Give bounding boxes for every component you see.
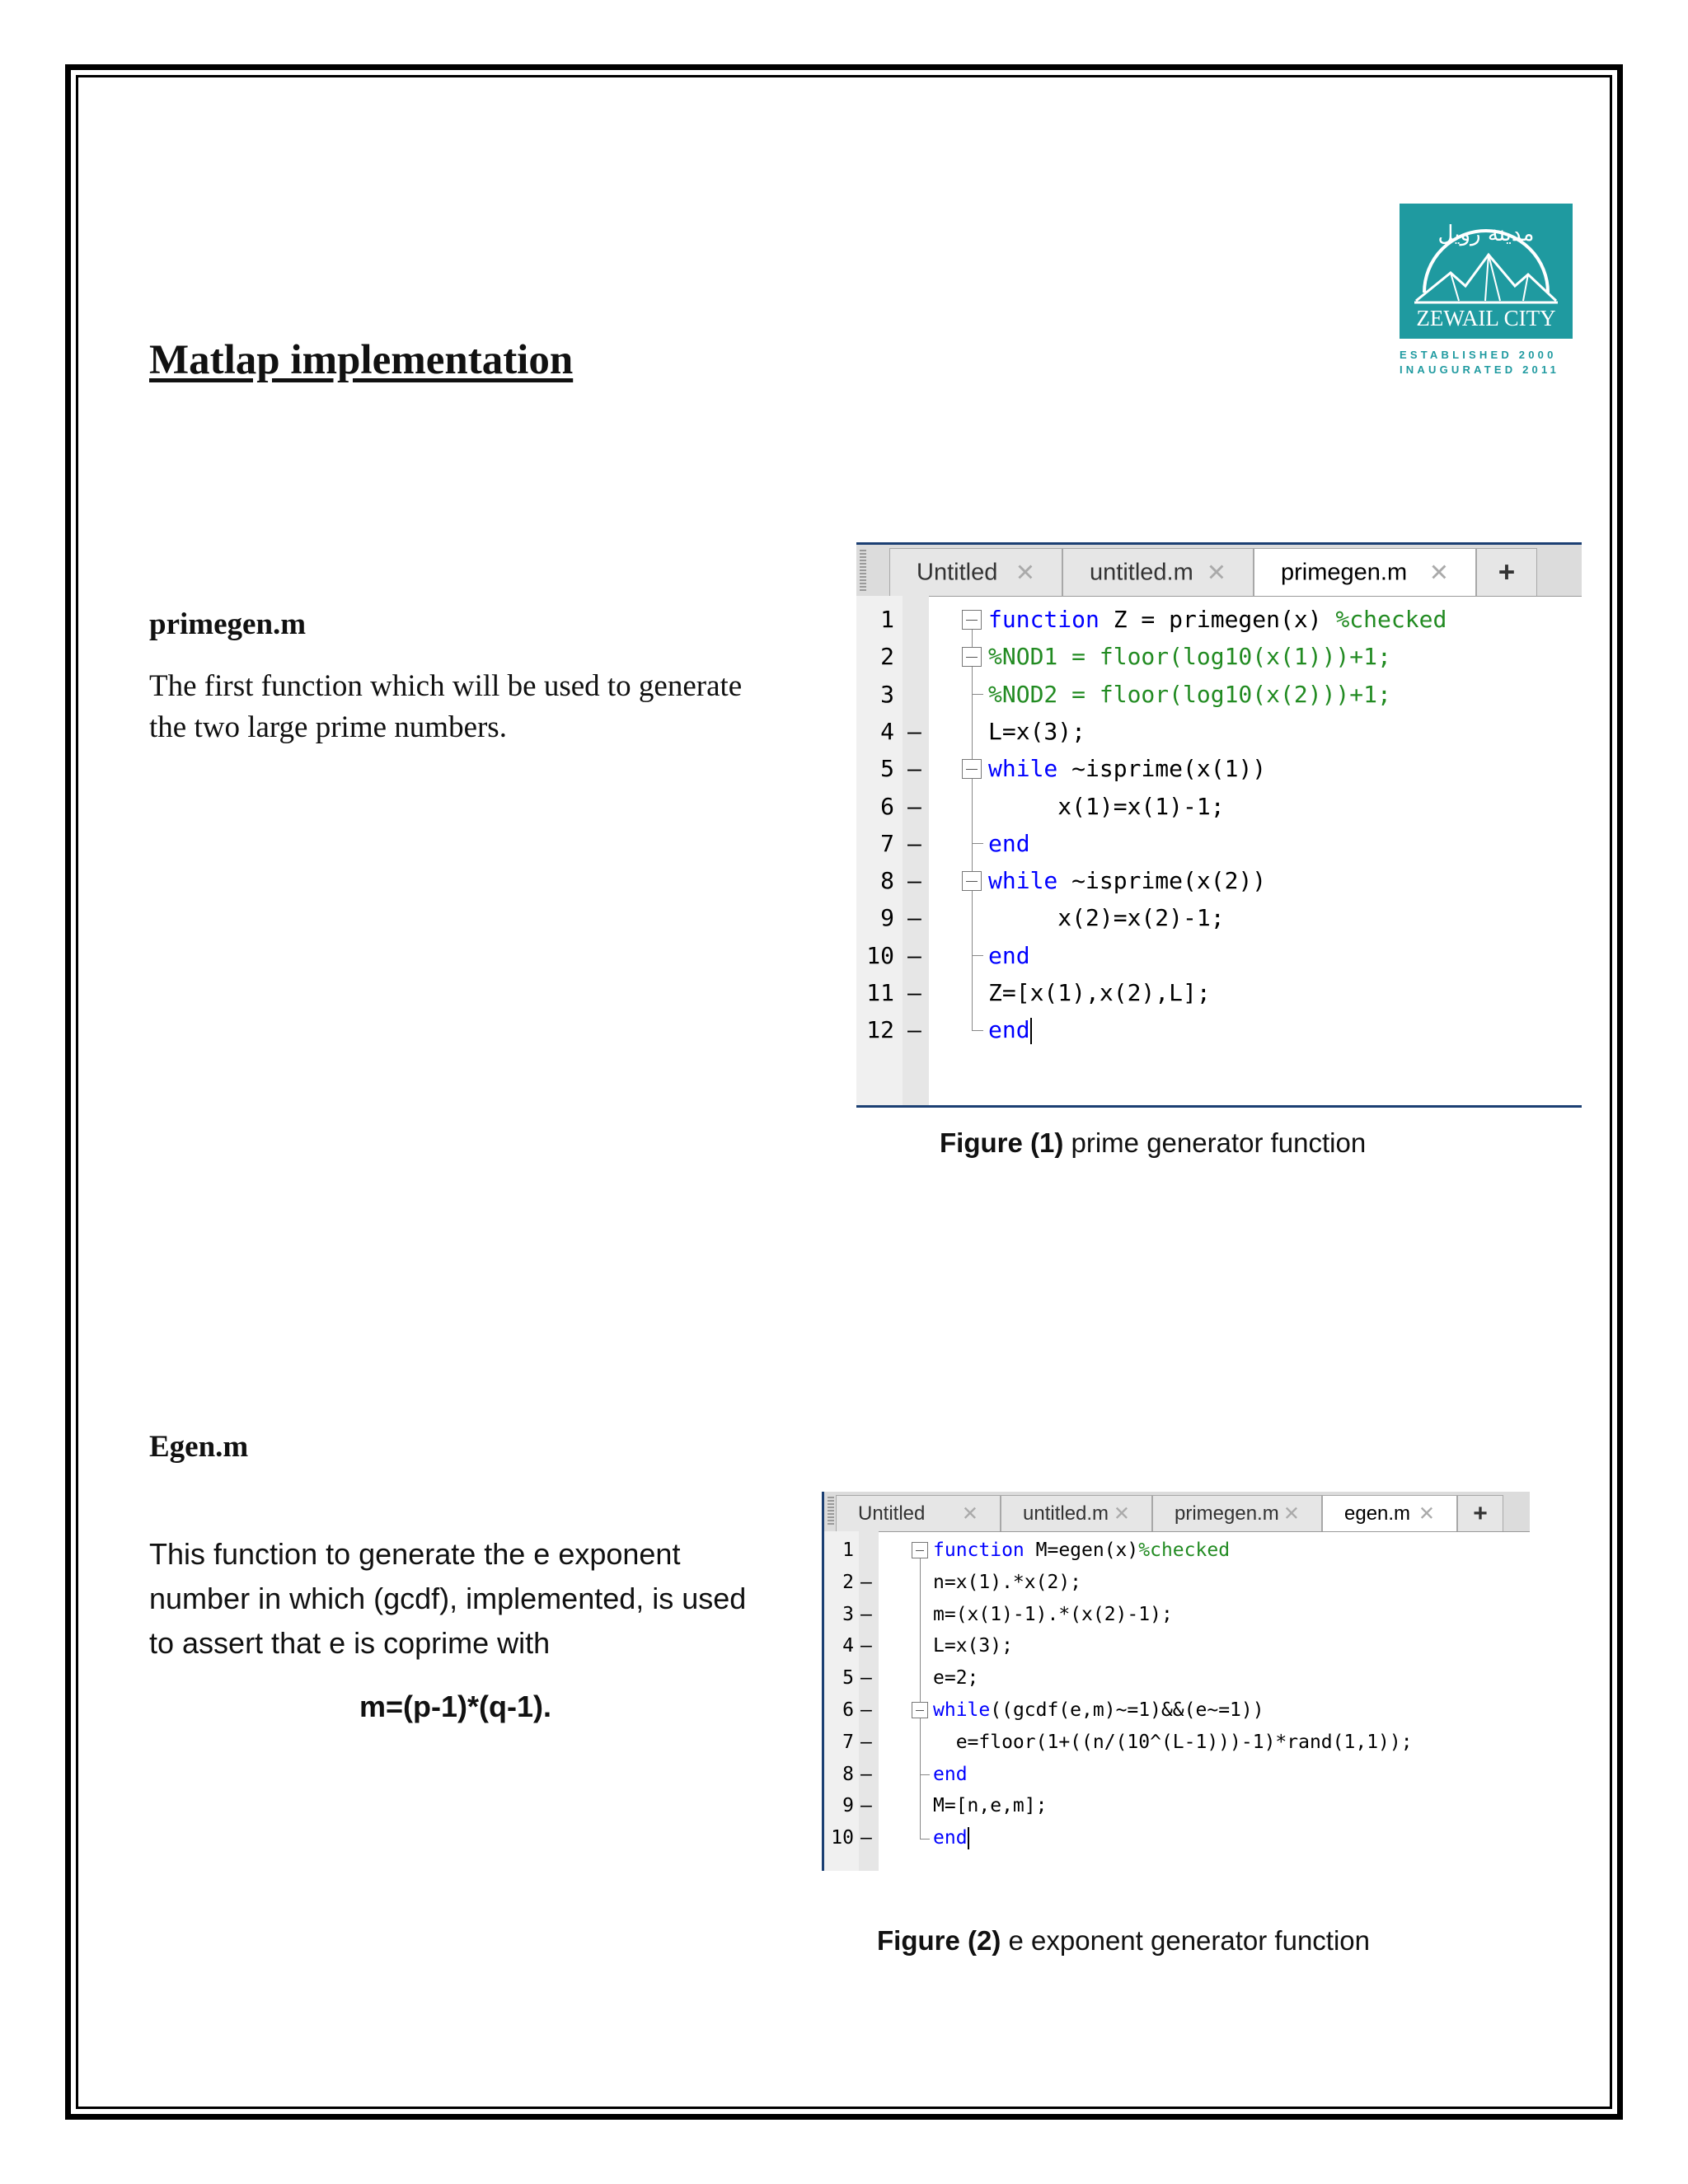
executable-marker: – xyxy=(907,755,921,783)
code-text xyxy=(933,1630,1013,1662)
code-line[interactable] xyxy=(824,1694,1530,1727)
fold-guide-tick xyxy=(920,1774,930,1775)
egen-description-line3: to assert that e is coprime with xyxy=(149,1626,551,1660)
figure2-text: e exponent generator function xyxy=(1001,1925,1371,1956)
egen-description-line2: number in which (gcdf), implemented, is used xyxy=(149,1582,747,1615)
fold-guide-tick xyxy=(972,694,983,695)
executable-marker: – xyxy=(860,1635,872,1657)
code-comment: %NOD2 = floor(log10(x(2)))+1; xyxy=(988,680,1391,708)
close-tab-icon[interactable]: ✕ xyxy=(1428,560,1449,586)
executable-marker: – xyxy=(860,1571,872,1593)
close-tab-icon[interactable]: ✕ xyxy=(1113,1502,1130,1525)
executable-marker: – xyxy=(860,1795,872,1817)
code-text xyxy=(988,937,1030,974)
line-number: 6 xyxy=(842,1699,854,1721)
editor-tab[interactable] xyxy=(1062,548,1254,596)
executable-marker: – xyxy=(907,979,921,1006)
line-number: 8 xyxy=(880,867,894,895)
code-fold-toggle[interactable] xyxy=(912,1702,928,1718)
logo-established xyxy=(1400,348,1581,377)
code-line[interactable] xyxy=(856,937,1582,974)
fold-guide xyxy=(972,779,973,844)
code-statement: m=(x(1)-1).*(x(2)-1); xyxy=(933,1603,1173,1625)
code-comment: %NOD1 = floor(log10(x(1)))+1; xyxy=(988,643,1391,671)
line-number: 10 xyxy=(831,1827,854,1849)
line-number: 11 xyxy=(866,979,894,1006)
figure1-text: prime generator function xyxy=(1063,1127,1367,1158)
logo-inaugurated-line: INAUGURATED 2011 xyxy=(1400,363,1560,376)
matlab-editor-egen[interactable] xyxy=(822,1492,1530,1871)
code-comment: %checked xyxy=(1138,1540,1231,1561)
code-keyword: end xyxy=(988,1016,1030,1044)
fold-guide-tick xyxy=(920,1839,930,1840)
executable-marker: – xyxy=(907,941,921,969)
editor-tab[interactable] xyxy=(889,548,1062,596)
editor-tab[interactable] xyxy=(836,1495,1001,1531)
code-line[interactable] xyxy=(856,676,1582,713)
executable-marker: – xyxy=(907,1016,921,1044)
code-statement: n=x(1).*x(2); xyxy=(933,1571,1082,1593)
executable-marker: – xyxy=(907,904,921,932)
egen-description xyxy=(149,1532,746,1666)
code-line[interactable] xyxy=(824,1790,1530,1822)
code-text xyxy=(988,899,1225,936)
executable-marker: – xyxy=(907,829,921,857)
executable-marker: – xyxy=(860,1667,872,1690)
code-statement: M=egen(x) xyxy=(1024,1540,1139,1561)
code-text xyxy=(933,1822,969,1854)
code-line[interactable] xyxy=(856,788,1582,825)
code-statement: ~isprime(x(1)) xyxy=(1057,755,1267,783)
editor-tab-label: primegen.m xyxy=(1175,1502,1279,1525)
zewail-city-logo xyxy=(1400,204,1573,339)
primegen-description-line1: The first function which will be used to generate xyxy=(149,669,743,703)
line-number: 10 xyxy=(866,941,894,969)
executable-marker: – xyxy=(860,1603,872,1625)
code-line[interactable] xyxy=(856,1011,1582,1048)
line-number: 2 xyxy=(842,1571,854,1593)
code-line[interactable] xyxy=(824,1822,1530,1854)
code-text xyxy=(933,1567,1081,1599)
code-fold-toggle[interactable] xyxy=(912,1542,928,1558)
line-number: 4 xyxy=(880,717,894,745)
code-keyword: while xyxy=(988,755,1058,783)
figure2-label: Figure (2) xyxy=(877,1925,1001,1956)
code-statement: Z=[x(1),x(2),L]; xyxy=(988,979,1211,1006)
code-statement: L=x(3); xyxy=(988,717,1086,745)
code-statement: Z = primegen(x) xyxy=(1099,606,1336,633)
logo-arabic-text: مدينة زويل xyxy=(1437,222,1535,246)
editor-tab-label: Untitled xyxy=(858,1502,926,1525)
close-tab-icon[interactable]: ✕ xyxy=(1418,1502,1435,1525)
code-text xyxy=(988,601,1447,638)
executable-marker: – xyxy=(860,1731,872,1753)
executable-marker: – xyxy=(860,1763,872,1785)
matlab-editor-primegen[interactable] xyxy=(856,542,1582,1108)
code-line[interactable] xyxy=(856,974,1582,1011)
code-line[interactable] xyxy=(824,1535,1530,1567)
figure1-caption xyxy=(940,1127,1366,1159)
editor-tab[interactable] xyxy=(1254,548,1476,596)
code-text xyxy=(988,788,1225,825)
page-title: Matlap implementation xyxy=(149,337,574,383)
code-statement: x(1)=x(1)-1; xyxy=(988,792,1225,820)
line-number: 12 xyxy=(866,1016,894,1044)
line-number: 9 xyxy=(842,1795,854,1817)
egen-description-line1: This function to generate the e exponent xyxy=(149,1537,681,1571)
editor-tab[interactable] xyxy=(1322,1495,1457,1531)
code-statement: ((gcdf(e,m)~=1)&&(e~=1)) xyxy=(990,1699,1264,1721)
fold-guide xyxy=(920,1718,921,1774)
code-fold-toggle[interactable] xyxy=(962,871,982,891)
line-number: 1 xyxy=(842,1540,854,1561)
code-fold-toggle[interactable] xyxy=(962,647,982,667)
code-text xyxy=(988,825,1030,862)
line-number: 7 xyxy=(842,1731,854,1753)
line-number: 9 xyxy=(880,904,894,932)
code-text xyxy=(988,676,1391,713)
code-fold-toggle[interactable] xyxy=(962,610,982,630)
code-text xyxy=(933,1759,968,1791)
code-text xyxy=(988,750,1266,787)
line-number: 6 xyxy=(880,792,894,820)
logo-name: ZEWAIL CITY xyxy=(1416,306,1556,330)
code-statement: x(2)=x(2)-1; xyxy=(988,904,1225,932)
logo-established-line: ESTABLISHED 2000 xyxy=(1400,349,1557,361)
executable-marker: – xyxy=(860,1827,872,1849)
code-text xyxy=(933,1727,1413,1759)
tab-bar-grip[interactable] xyxy=(828,1497,834,1526)
code-keyword: while xyxy=(988,867,1058,895)
code-text xyxy=(988,1011,1032,1048)
close-tab-icon[interactable]: ✕ xyxy=(1206,560,1226,586)
code-text xyxy=(988,974,1211,1011)
line-number: 5 xyxy=(880,755,894,783)
editor-tab-label: primegen.m xyxy=(1281,559,1408,585)
code-line[interactable] xyxy=(824,1567,1530,1599)
code-statement: e=floor(1+((n/(10^(L-1)))-1)*rand(1,1)); xyxy=(933,1731,1413,1753)
code-line[interactable] xyxy=(824,1727,1530,1759)
text-cursor xyxy=(968,1827,969,1849)
code-keyword: end xyxy=(988,941,1030,969)
editor-tab-label: untitled.m xyxy=(1090,559,1193,585)
primegen-description xyxy=(149,666,742,748)
code-line[interactable] xyxy=(856,899,1582,936)
close-tab-icon[interactable]: ✕ xyxy=(961,1502,978,1525)
fold-guide xyxy=(972,667,973,694)
code-text xyxy=(933,1790,1047,1822)
code-keyword: while xyxy=(933,1699,991,1721)
line-number: 3 xyxy=(842,1603,854,1625)
close-tab-icon[interactable]: ✕ xyxy=(1015,560,1035,586)
coprime-formula: m=(p-1)*(q-1). xyxy=(359,1690,551,1723)
executable-marker: – xyxy=(860,1699,872,1721)
code-keyword: function xyxy=(988,606,1100,633)
code-statement: e=2; xyxy=(933,1667,979,1690)
code-line[interactable] xyxy=(824,1662,1530,1694)
line-number: 3 xyxy=(880,680,894,708)
editor-tab-bar xyxy=(824,1492,1530,1532)
line-number: 1 xyxy=(880,606,894,633)
code-comment: %checked xyxy=(1335,606,1447,633)
figure1-label: Figure (1) xyxy=(940,1127,1064,1158)
fold-guide-tick xyxy=(972,955,983,956)
code-keyword: function xyxy=(933,1540,1025,1561)
code-statement: M=[n,e,m]; xyxy=(933,1795,1048,1817)
tab-bar-grip[interactable] xyxy=(860,550,866,591)
figure2-caption xyxy=(877,1925,1370,1957)
fold-guide xyxy=(920,1558,921,1838)
editor-tab-bar xyxy=(856,545,1582,597)
fold-guide xyxy=(972,891,973,956)
line-number: 2 xyxy=(880,643,894,671)
line-number: 5 xyxy=(842,1667,854,1690)
line-number: 8 xyxy=(842,1763,854,1785)
fold-guide-tick xyxy=(972,1030,983,1031)
executable-marker: – xyxy=(907,867,921,895)
code-statement: L=x(3); xyxy=(933,1635,1013,1657)
code-keyword: end xyxy=(933,1827,968,1849)
editor-tab-label: egen.m xyxy=(1344,1502,1411,1525)
editor-tab-label: untitled.m xyxy=(1023,1502,1109,1525)
new-tab-button[interactable]: + xyxy=(1476,548,1537,596)
code-line[interactable] xyxy=(824,1759,1530,1791)
code-text xyxy=(933,1694,1264,1727)
primegen-heading: primegen.m xyxy=(149,607,307,641)
fold-guide-tick xyxy=(972,843,983,844)
primegen-description-line2: the two large prime numbers. xyxy=(149,710,507,744)
code-text xyxy=(988,862,1266,899)
close-tab-icon[interactable]: ✕ xyxy=(1282,1502,1300,1525)
new-tab-button[interactable]: + xyxy=(1457,1495,1503,1531)
line-number: 4 xyxy=(842,1635,854,1657)
editor-tab[interactable] xyxy=(1152,1495,1322,1531)
code-line[interactable] xyxy=(856,825,1582,862)
egen-heading: Egen.m xyxy=(149,1430,249,1464)
executable-marker: – xyxy=(907,792,921,820)
code-statement: ~isprime(x(2)) xyxy=(1057,867,1267,895)
editor-tab-label: Untitled xyxy=(917,559,998,585)
code-line[interactable] xyxy=(824,1630,1530,1662)
executable-marker: – xyxy=(907,717,921,745)
code-fold-toggle[interactable] xyxy=(962,759,982,779)
code-text xyxy=(988,638,1391,675)
code-text xyxy=(933,1599,1173,1631)
code-line[interactable] xyxy=(824,1599,1530,1631)
line-number: 7 xyxy=(880,829,894,857)
code-text xyxy=(933,1662,978,1694)
code-keyword: end xyxy=(933,1763,968,1785)
code-text xyxy=(933,1535,1230,1567)
code-text xyxy=(988,713,1085,750)
code-line[interactable] xyxy=(856,713,1582,750)
text-cursor xyxy=(1030,1018,1032,1044)
code-keyword: end xyxy=(988,829,1030,857)
editor-tab[interactable] xyxy=(1001,1495,1152,1531)
